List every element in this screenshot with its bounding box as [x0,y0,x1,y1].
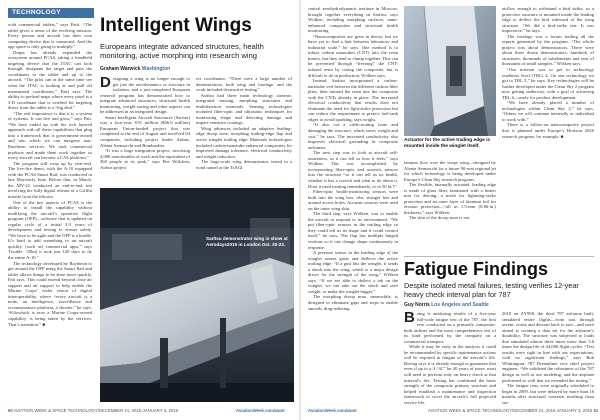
paragraph: The technology developed by Raytheon to get around the OFP using the Smart Rail and tablet allows things to be done more quickly, Patt says. This could extend beyond close air support and air support to help enable the Marine Corps’ wider vision of digital interoperability, where “every aircraft is a node, an intelligence, surveillance and reconnaissance platform, a shooter,” he says. “Kilowhich is now a Marine Corps-owned capability, is being taken by the services. That’s transition.” ■ [8,260,92,327]
paragraph: “It was a large integration project, involving 4,000 man-months of work and the equivalent of 360 people at its peak,” says Piet Wölcken, Airbus project [100,148,190,170]
drop-cap: D [100,76,111,91]
paragraph: A pressure sensor in the leading edge of the winglet senses gusts and deflects the active trailing edge. “If a gust hits the winglet, it sends a shock into the wing, which is a major design driver for the strength of the wing,” Wölken says. “If we are able to deflect a tab on the winglet, we can take out the shock and save weight, or make the winglet bigger.” [308,250,398,294]
paragraph: central aerohydrodynamic institute in Moscow, brought together everything in Sarítsu, says Wölken, including morphing surfaces, nano-enhanced composites and structural health monitoring. [308,6,398,34]
url-text: AviationWeek.com/awst [308,408,357,413]
figure-caption: Actuator for the active trailing edge is mounted inside the winglet itself. [404,138,491,149]
paragraph: The skin of the droop nose is not [409,215,470,221]
paragraph: “Nanocomposites are great in theory, but we have yet to find a link between laboratory and industrial scale,” he says. One method is to infuse carbon nanotubes (CNT) into the resin matrix, but they tend to clump together. This can be prevented through “freezing” the CNT-infused resin by curing the composite, but is difficult to do in production, Wölken says. [308,33,398,78]
byline-name: Guy Norris [404,302,430,308]
paragraph: Wing advances included an adaptive leading-edge droop nose, morphing trailing-edge flap and active winglet trailing edge. Materials technologies included carbon-nanotube-enhanced composites for improved damage tolerance, electrical conductivity and weight reduction. [196,125,292,159]
wing-demonstrator-photo [100,188,294,402]
left-footer [8,408,178,413]
footer-title: AVIATION WEEK & SPACE TECHNOLOGY/DECEMBER 21, 2015-JANUARY 3, 2016 [428,408,593,413]
feature-col-1 [100,76,190,184]
paragraph: There is a follow-on nanocomposite project that is planned under Europe’s Horizon 2020 research program, for example. ■ [502,122,594,139]
paragraph: “We have already placed a number of technologies within Clean Sky 2,” he says. “Others we will continue internally or individual to work with.” [502,100,594,122]
feature2-col-2 [502,311,594,405]
paragraph: The next step was to look at aircraft self-awareness, so it can tell us how it feels,” says Wölken. This was accomplished by incorporating fiber-optic and acoustic sensors into the structure “so it can tell us its health, whether it has a scratch and what to do about it. Does it need treating immediately, or in 50 hr.?” [308,150,398,189]
paragraph: The flexible, internally actuated, leading edge is made of glass fiber, laminated with a heater mat for deicing, a mesh for lightning-strike protection and an outer layer of titanium foil for erosion protection—“all in 1.5-mm (0.06-in.) thickness,” says Wölken. [404,182,496,215]
paragraph: Sarítsu had three main technology streams: integrated sensing, morphing structures and multifunction materials. Sensing technologies included fiber-optic and ultrasonic techniques for monitoring shape and detecting damage and impact-sensitive coatings. [196,92,292,126]
paragraph: The program will wrap up by year-end. The live-fire demo, with the A-10 equipped with the PCAS Smart Rail, was conducted in late May/early June. Before that, in March, the MV-22 conducted an end-to-end test involving the fully digital release of a Griffin missile from the tiltrotor. [8,160,92,199]
paragraph: The fuselage was a forum trailing all the reports generated by the program. “The whole project was about demonstrators. There were about three dozen demonstrators, hundreds of structures, thousands of subelements and tens of thousands of small samples,” Wölken says. [502,33,594,67]
feature2-dek: Despite isolated metal failures, testing verifies 12-year heavy check interval plan for 787 [404,281,579,299]
paragraph: Instead, Sarítsu incorporated a carbon-nanotube veil between the different carbon-fiber plies, then infused the resin into the composite with the CNTs already in place. The increased electrical conductivity that results does not eliminate the need for light-strike protection but can reduce the requirement to protect fuel-tank edges to avoid sparking, says wright. [308,78,398,122]
paragraph: Durpa has already expanded the ecosystem around PCAS, taking a handheld targeting device that the JTAC can look through, designate the target and pass the coordinates to the tablet and up to the aircraft. “The pilot can at the same time see what the JTAC is looking at and pull off mensurated coordinates,” Patti says. The ability to preload maps where every pixel is a 3-D coordinate that is verified for targeting direct from the tablet is a “big deal.” [8,49,92,111]
drop-cap: B [404,311,415,326]
right-page [300,0,600,420]
footer-url [236,408,285,413]
paragraph: Fiber-optic health-monitoring sensors were built into the wing box, ribs, stringer feet and around access holes. Acoustic sensors were used on the outer wing skin. [308,189,398,211]
paragraph: While it may be early in the analysis it could be recommended by specific maintenance actions will be required in fatigue of the aircraft’s life. Boeing says it is already enough to guarantee that even if up to a 4 “3C” be 20 years of more, most will need to perform only on heavy check at that interval’s life. Testing has confirmed the basic strength of the composite primary structure and helped establish a maintenance and inspection framework to cover the aircraft’s full projected service life. [404,344,496,405]
feature2-byline [404,302,489,308]
feature1-continued-col-3 [502,6,594,252]
paragraph: One of the key aspects of PCAS is the ability to install the capability without modifying the aircraft’s operative flight program (OFP)—software that is updated on regular cycle of a initial 2-3 years of development and testing to ensure safety. “We have to be agile and the OFP is a hurdle. It’s hard to add something to an aircraft quickly, [such as] commercial apps,” says Trouble. “[But] it took just 120 days to do the entire A-10.” [8,199,92,260]
paragraph: The morphing droop nose, meanwhile, is designed to eliminate gaps and steps to enable smooth, drag-reducing [308,294,398,311]
paragraph: Smart Intelligent Aircraft Structures (Saristu) was a four-year, €51 million ($66.6 million) European Union-funded project that was completed at the end of August and involved 64 companies, including project leader Airbus, Alenia Aermacchi and Bombardier. [100,114,190,148]
section-divider [404,256,594,257]
paragraph: The third step, says Wölken, was to enable the aircraft to respond to its environment. “We put fiber-optic sensors in the trailing edge so they could tell us its shape and it could control itself,” he says. The flap has multiple hinged sections so it can change shape continuously in response. [308,211,398,250]
paragraph-text: esigning a wing is no longer enough to get just the aerodynamics or structure in isolation, and a just-completed European research program has demonstrated how to integrate advanced structures, structural health monitoring, weight saving and other aspects can be addressed in an integrated design. [100,76,190,115]
paragraph: “The real importance is that it is a system of systems. It can live and grow,” says Patt. “We have ended up with the rich layered approach with all these capabilities that plug into a framework that is government-owned and into which we can integrate non-Raytheon services. We took commercial products and made them work together so every aircraft can become a CAS platform.” [8,110,92,161]
byline-name: Graham Warwick [100,66,141,72]
winglet-actuator-image [404,6,496,136]
feature1-continued-col-2 [404,160,496,252]
paragraph: The fatigue tests were originally scheduled to begin in 2009, but were delayed by more than 16 months after structural concerns resulting from sur- [502,383,594,405]
paragraph-text: eing is analyzing results of a five-year full-scale fatigue test of the 787, the first ever conducted on a primarily composite-built airliner and the most comprehensive test of its kind performed by the company on a commercial transport. [404,311,496,344]
feature2-col-1 [404,311,496,405]
paragraph [100,76,190,115]
feature-byline [100,66,170,72]
right-footer [428,408,598,413]
winglet-actuator-photo [404,6,496,136]
paragraph: with commercial tablets,” says Patti. “The tablet gives a sense of the evolving mission. Every person and aircraft has their own computing device that is connected. And the app space is only going to multiply.” [8,22,92,50]
footer-title: AVIATION WEEK & SPACE TECHNOLOGY/DECEMBER 21, 2015-JANUARY 3, 2016 [13,408,179,413]
feature-col-2 [196,76,292,184]
url-text: AviationWeek.com/awst [236,408,285,413]
feature1-continued-col-1 [308,6,398,404]
paragraph: “Our mission was to get to technology readiness level (TRL) 4. On one technology we got to TRL 5,” he says. Key technologies will be further developed under the Clean Sky 2 program now getting underway, with a goal of achieving TRL 6—ready for product development. [502,67,594,100]
feature-dek: Europeans integrate advanced structures, health monitoring, active morphing into research wing [100,42,264,60]
section-label: TECHNOLOGY [8,8,94,18]
paragraph: airflow enough to withstand a bird strike, so a protective structure is mounted inside the leading edge to deflect the bird sideward of the wing structure. “We did a bird-strike test. It was impressive,” he says. [502,6,594,34]
feature-title: Intelligent Wings [100,15,252,36]
paragraph: 2010 on ZY998, the third 787 airframe built, simulated entire flights—from taxi through ascent, cruise and descent back to taxi—and were aimed at creating a data set for the airframe’s durability. The structure was subjected to loads that simulated almost three times more than 3.6 times the design life of 44,000 flight cycles. “Test results were right in line with our expectations, with no significant findings,” says Bob Whittington, 787 Dreamliner vice chief project engineer. “We validated the robustness of the 787 design as well as our modeling, and the airplane performed so well that we extended the testing.” [502,311,594,383]
paragraph: The large-scale wing demonstrator, tested in a wind tunnel at the TsAGI [196,159,292,170]
paragraph [404,311,496,344]
paragraph: ect coordinator. “There were a large number of demonstrators, both wing and fuselage, and the work included destructive testing.” [196,76,292,93]
wing-demonstrator-image [100,188,294,402]
footer-url [308,408,357,413]
byline-location: Los Angeles and Seattle [431,302,489,308]
page-number: 50 [8,408,13,413]
byline-location: Washington [141,66,171,72]
photo-caption: Sarítsu demonstrator wing is show at Aerodays2015 in London Oct. 20-23. [206,236,288,247]
left-body-col-1 [8,22,92,402]
paragraph: “It also cut a cable-routing issue and damaging the structure, which saves weight and cost,” he says. The increased conductivity also improves electrical grounding in composite airframes. [308,122,398,150]
feature2-title: Fatigue Findings [404,259,548,279]
page-number: 51 [593,408,599,413]
paragraph: laminar flow over the swept wing—designed by Alenia Aermacchi for a future 90-seat regional jet for which technology is being developed under Europe’s Clean Sky research program. [404,160,496,182]
